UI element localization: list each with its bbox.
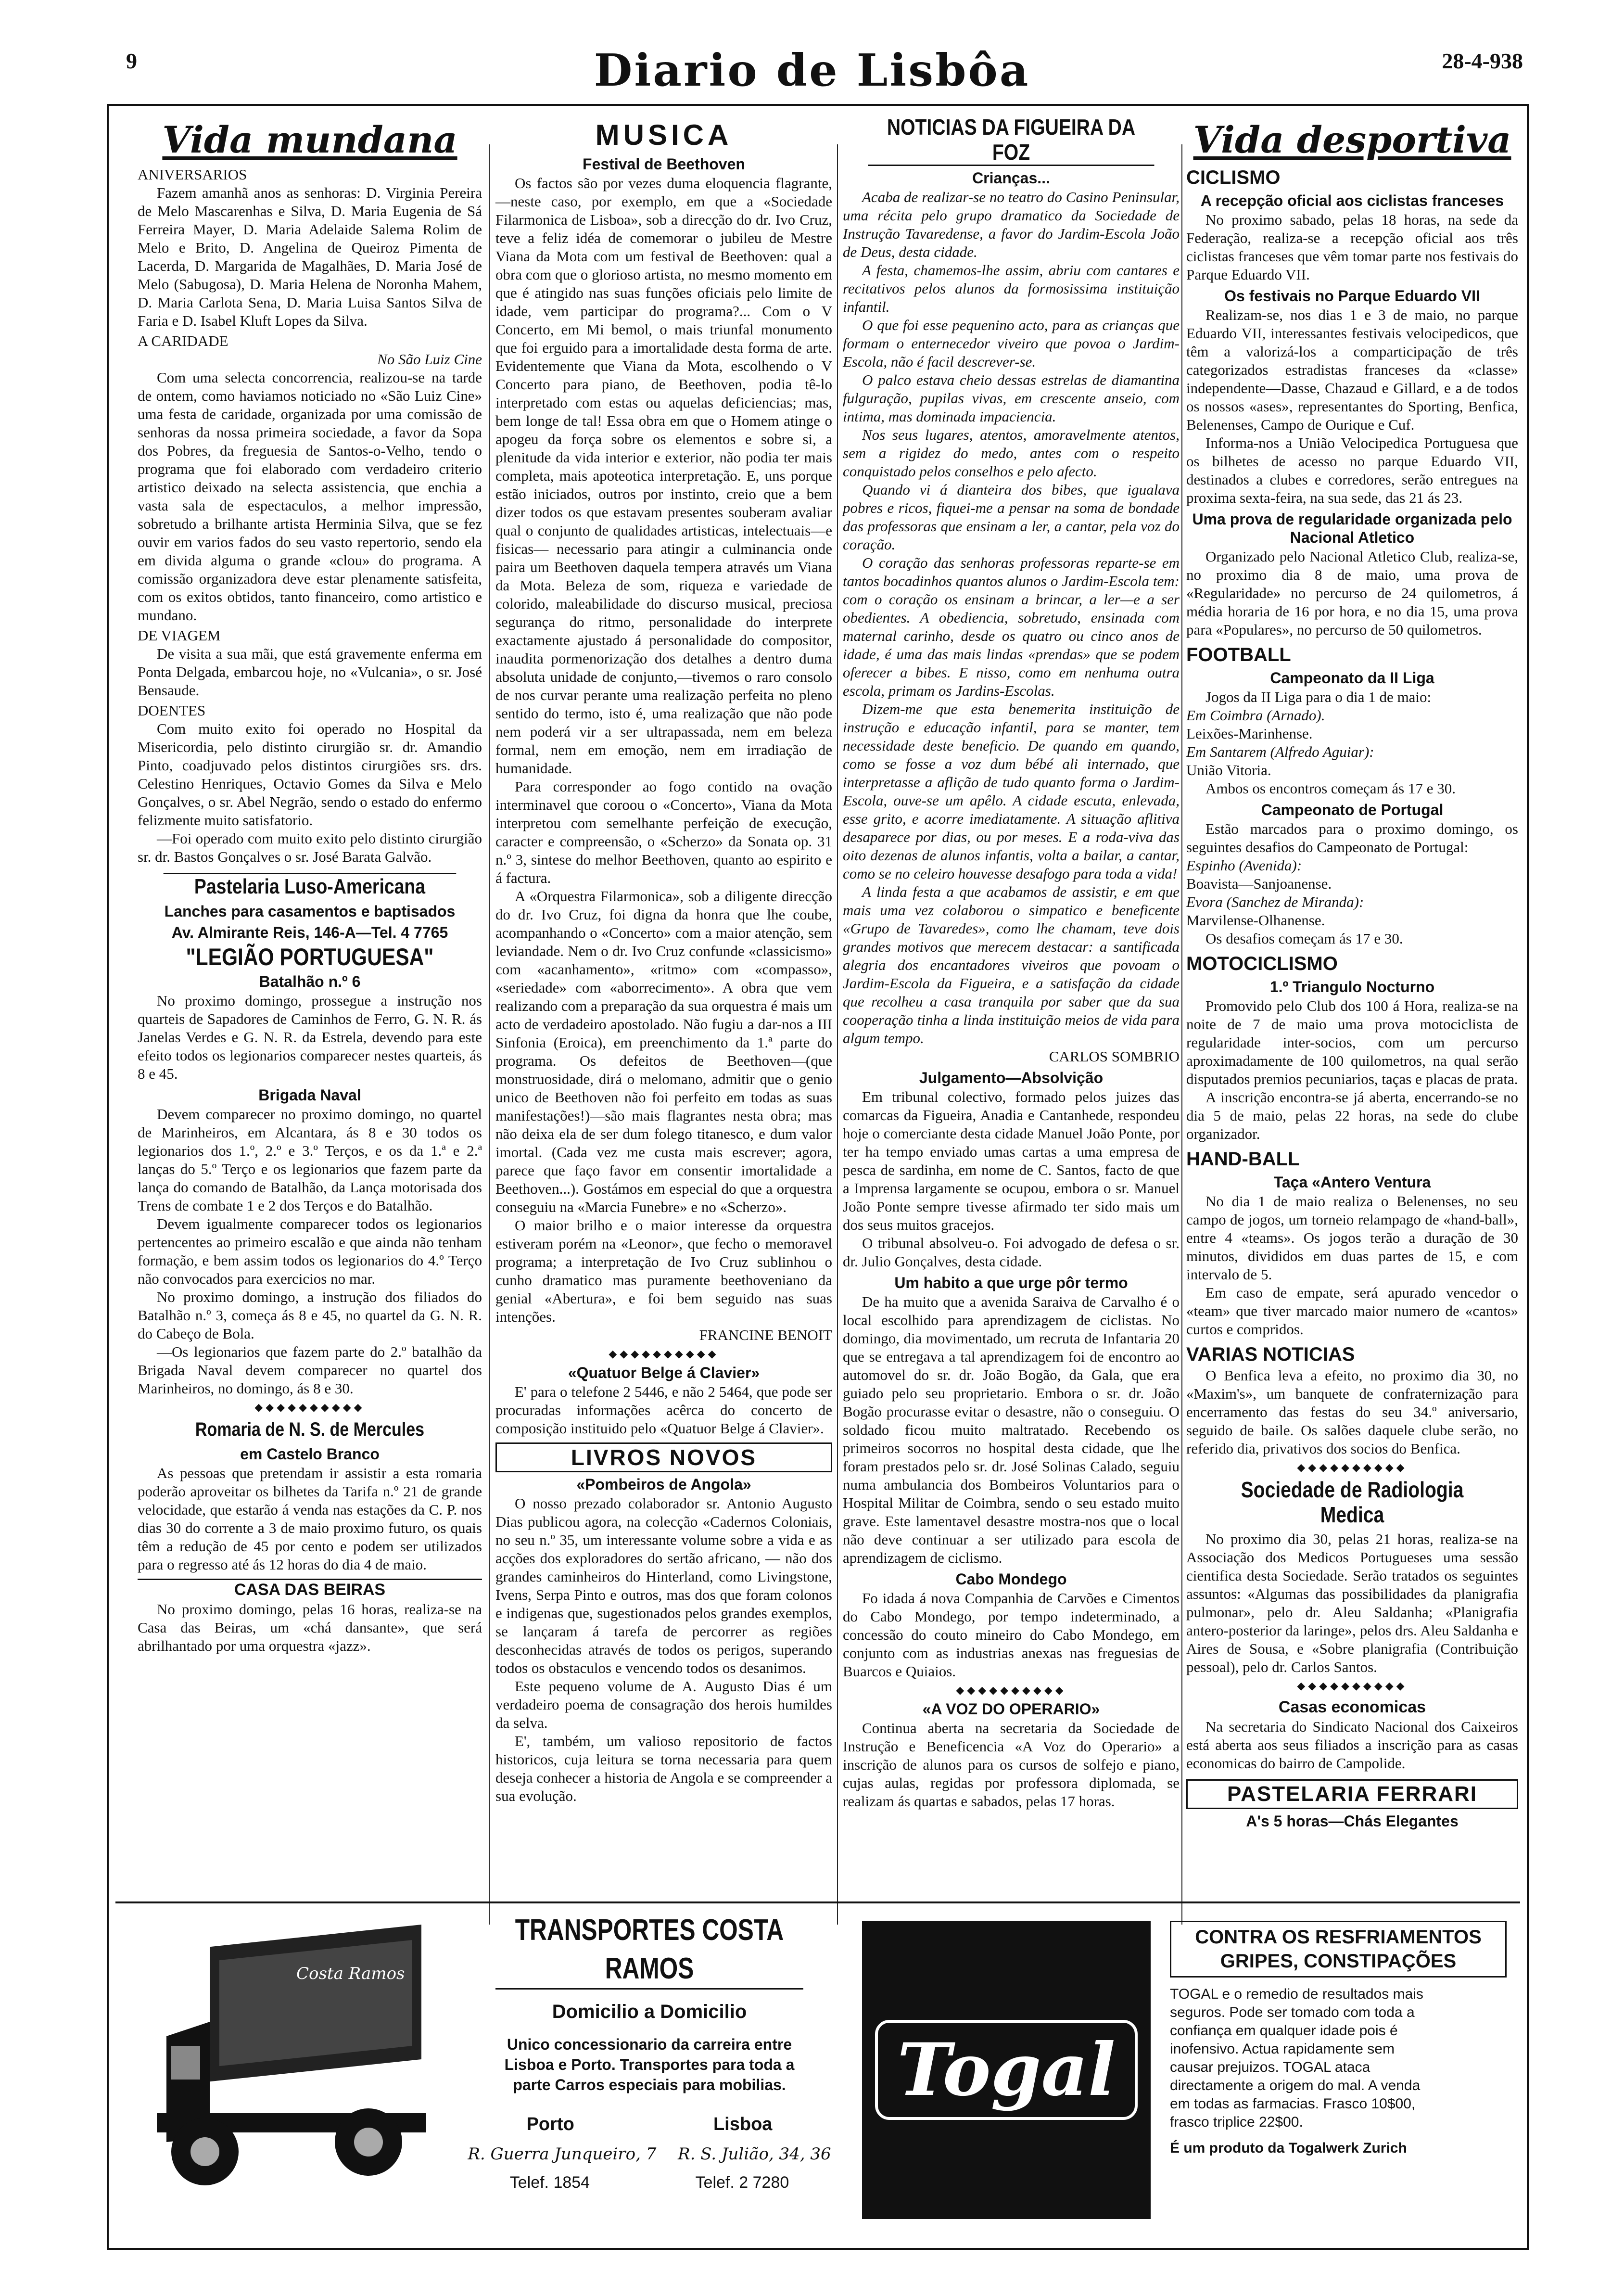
masthead: [0, 0, 1624, 96]
ad-pastelaria-line1: Lanches para casamentos e baptisados: [164, 903, 456, 920]
article-text: No proximo domingo, pelas 16 horas, realiza-se na Casa das Beiras, um «chá dansante», que será abrilhantado por uma orquestra «jazz».: [138, 1601, 482, 1654]
match-venue: Evora (Sanchez de Miranda):: [1186, 893, 1364, 910]
article-text: Quando vi á dianteira dos bibes, que igualava pobres e ricos, fiquei-me a pensar na soma de bondade das professoras que ensinam a ler, a cantar, pela voz do coração.: [843, 481, 1180, 553]
article-text: Organizado pelo Nacional Atletico Club, realiza-se, no proximo dia 8 de maio, uma prova de «Regularidade» no percurso de 24 quilometros, á média horaria de 16 por hora, e no dia 15, uma prova para «Populares», no percurso de 50 quilometros.: [1186, 548, 1518, 638]
caridade-place: No São Luiz Cine: [377, 351, 482, 368]
heading-festivais: Os festivais no Parque Eduardo VII: [1224, 287, 1480, 305]
article-text: De ha muito que a avenida Saraiva de Carvalho é o local escolhido para aprendizagem de ciclistas. No domingo, dia movimentado, um recruta de Infantaria 20 que se entregava a tal aprendizagem foi de encontro ao automovel do sr. dr. João Bogão, da Gala, que era guiado pelo seu proprietario. Embora o sr. dr. João Bogão procurasse evitar o desastre, não o conseguiu. O soldado ficou muito maltratado. Recebendo os primeiros socorros no hospital desta cidade, que lhe foram prestados pelo sr. dr. José Solinas Calado, seguiu numa ambulancia dos Bombeiros Voluntarios para o Hospital Militar de Coimbra, sendo o seu estado muito grave. Este lamentavel desastre mostra-nos que o local não deve continuar a ser utilizado para escola de aprendizagem de ciclismo.: [843, 1293, 1180, 1566]
heading-habito: Um habito a que urge pôr termo: [894, 1274, 1128, 1291]
article-text: Com uma selecta concorrencia, realizou-se na tarde de ontem, como haviamos noticiado no «São Luiz Cine» uma festa de caridade, organizada por uma comissão de senhoras da nossa primeira sociedade, a favor da Sopa dos Pobres, da freguesia de Santos-o-Velho, tendo o programa que foi elaborado com verdadeiro criterio artistico deixado na selecta assistencia, que enchia a vasta sala de espectaculos, a melhor impressão, sobretudo a brilhante artista Herminia Silva, que se fez ouvir em varios fados do seu vasto repertorio, sendo ela em divida alguma o grande «clou» do programa. A comissão organizadora deve estar plenamente satisfeita, com os exitos obtidos, tanto financeiro, como artistico e mundano.: [138, 369, 482, 624]
costa-lisboa-phone: Telef. 2 7280: [695, 2173, 789, 2192]
heading-romaria-sub: em Castelo Branco: [240, 1445, 380, 1463]
heading-festival-beethoven: Festival de Beethoven: [583, 155, 745, 173]
match-venue: Espinho (Avenida):: [1186, 857, 1302, 874]
costa-lisboa-address: R. S. Julião, 34, 36: [677, 2144, 831, 2164]
heading-ciclismo: CICLISMO: [1186, 167, 1281, 188]
article-signature: CARLOS SOMBRIO: [1049, 1048, 1180, 1065]
heading-pombeiros: «Pombeiros de Angola»: [576, 1476, 751, 1493]
heading-campeonato-portugal: Campeonato de Portugal: [1261, 801, 1444, 818]
column-vida-mundana: [138, 112, 482, 1815]
costa-lisboa: Lisboa: [713, 2114, 773, 2134]
heading-criancas: Crianças...: [972, 169, 1050, 187]
ornament-divider: ◆◆◆◆◆◆◆◆◆◆: [956, 1684, 1066, 1696]
article-text: A festa, chamemos-lhe assim, abriu com cantares e recitativos pelos alunos da formosissima instituição infantil.: [843, 262, 1180, 315]
heading-quatuor: «Quatuor Belge á Clavier»: [568, 1364, 760, 1381]
article-text: Devem igualmente comparecer todos os legionarios pertencentes ao primeiro escalão e que ainda não tenham formação, e bem assim todos os legionarios do 4.º Terço não convocados para exercicios no mar.: [138, 1215, 482, 1287]
article-text: —Os legionarios que fazem parte do 2.º batalhão da Brigada Naval devem comparecer no quartel dos Marinheiros, no domingo, ás 8 e 30.: [138, 1343, 482, 1397]
heading-caridade: A CARIDADE: [138, 332, 228, 349]
article-text: De visita a sua mãi, que está gravemente enferma em Ponta Delgada, embarcou hoje, no «Vulcania», o sr. José Bensaude.: [138, 645, 482, 699]
match-venue: Em Santarem (Alfredo Aguiar):: [1186, 743, 1374, 760]
truck-icon: [138, 1911, 455, 2219]
heading-radiologia: Sociedade de Radiologia Medica: [1241, 1477, 1464, 1527]
heading-brigada-naval: Brigada Naval: [258, 1086, 361, 1104]
column-rule: [1181, 144, 1182, 1925]
article-text: A linda festa a que acabamos de assistir, e em que mais uma vez colaborou o simpatico e beneficente «Grupo de Tavaredes», como lhe chamam, teve dois grandes motivos que merecem destacar: a santificada alegria dos encantadores viveiros que povoam o Jardim-Escola da Figueira, e a satisfação da cidade que recolheu a casa tranquila por saber que da sua cooperação tinha a linda instituição meios de vida para algum tempo.: [843, 883, 1180, 1046]
heading-ii-liga: Campeonato da II Liga: [1270, 669, 1434, 687]
article-text: Nos seus lugares, atentos, amoravelmente atentos, sem a rigidez do medo, antes com o respeito conquistado pelos conselhos e pelo afecto.: [843, 426, 1180, 480]
ad-transportes-costa-ramos: [457, 1911, 842, 2248]
article-text: Este pequeno volume de A. Augusto Dias é um verdadeiro poema de consagração dos herois humildes da selva.: [495, 1678, 832, 1731]
article-text: Dizem-me que esta benemerita instituição de instrução e educação infantil, para se manter, tem necessidade deste beneficio. De quando em quando, como se fosse a voz dum bébé ali internado, que interpretasse a aflição de tudo quanto forma o Jardim-Escola, ouve-se um apêlo. A cidade escuta, enlevada, esse grito, e acorre imediatamente. A situação aflitiva desaparece por dias, ou por meses. E a roda-viva das oito dezenas de alunos infantis, volta a bailar, a cantar, como se no celeiro houvesse desafogo para toda a vida!: [843, 701, 1180, 882]
article-text: Na secretaria do Sindicato Nacional dos Caixeiros está aberta aos seus filiados a inscrição para as casas economicas do bairro de Campolide.: [1186, 1718, 1518, 1772]
heading-aniversarios: ANIVERSARIOS: [138, 166, 247, 183]
ornament-divider: ◆◆◆◆◆◆◆◆◆◆: [1297, 1680, 1408, 1692]
ornament-divider: ◆◆◆◆◆◆◆◆◆◆: [609, 1348, 719, 1360]
article-text: A inscrição encontra-se já aberta, encerrando-se no dia 5 de maio, pelas 22 horas, na sede do clube organizador.: [1186, 1089, 1518, 1142]
article-text: —Foi operado com muito exito pelo distinto cirurgião sr. dr. Bastos Gonçalves o sr. José Barata Galvão.: [138, 830, 482, 865]
article-text: Os desafios começam ás 17 e 30.: [1205, 930, 1403, 947]
section-title-livros-novos: LIVROS NOVOS: [495, 1442, 832, 1472]
column-vida-desportiva: [1186, 112, 1518, 1830]
section-title-figueira: NOTICIAS DA FIGUEIRA DA FOZ: [868, 115, 1155, 166]
article-text: Devem comparecer no proximo domingo, no quartel de Marinheiros, em Alcantara, ás 8 e 30 todos os legionarios dos 1.º, 2.º e 3.º Terços, e os da 1.ª e 2.ª lanças do 5.º Terço e os legionarios que fazem parte da lança do comando de Batalhão, da Lança motorisada dos Trens de combate 1 e 2 dos Terços e do Batalhão.: [138, 1106, 482, 1214]
heading-legiao-portuguesa: "LEGIÃO PORTUGUESA": [186, 944, 434, 970]
article-text: No proximo dia 30, pelas 21 horas, realiza-se na Associação dos Medicos Portugueses uma sessão cientifica desta Sociedade. Serão tratados os seguintes assuntos: «Algumas das possibilidades da planigrafia pulmonar», pelo dr. Aleu Saldanha; «Planigrafia antero-posterior da laringe», pelos drs. Aleu Saldanha e Aires de Sousa, e «Sobre planigrafia (Contribuição pessoal), pelo dr. Carlos Santos.: [1186, 1531, 1518, 1675]
togal-footer: É um produto da Togalwerk Zurich: [1170, 2140, 1407, 2156]
heading-romaria: Romaria de N. S. de Mercules: [195, 1419, 425, 1440]
match-teams: Leixões-Marinhense.: [1186, 725, 1313, 742]
match-teams: União Vitoria.: [1186, 762, 1271, 778]
column-figueira: [843, 112, 1180, 1815]
article-text: Realizam-se, nos dias 1 e 3 de maio, no parque Eduardo VII, interessantes festivais velocipedicos, que têm a valorizá-los a comparticipação de três categorizados estradistas franceses da «classe» independente—Dasse, Chazaud e Gillard, e a de todos os nossos «ases», representantes do Sporting, Benfica, Belenenses, Campo de Ourique e Cuf.: [1186, 306, 1518, 433]
article-text: No proximo domingo, prossegue a instrução nos quarteis de Sapadores de Caminhos de Ferro, G. N. R. ás Janelas Verdes e G. N. R. da Estrela, devendo para este efeito todos os legionarios comparecer nestes quarteis, ás 8 e 45.: [138, 992, 482, 1082]
ad-togal: [843, 1911, 1526, 2248]
column-rule: [837, 144, 838, 1925]
ad-pastelaria-luso-americana: Pastelaria Luso-Americana: [164, 873, 457, 899]
article-text: O maior brilho e o maior interesse da orquestra estiveram porém na «Leonor», que fecho o memoravel programa; a interpretação de Ivo Cruz sublinhou o cunho dramatico mas puramente beethoveniano da genial «Abertura», e foi bem seguido nas suas intenções.: [495, 1217, 832, 1325]
heading-motociclismo: MOTOCICLISMO: [1186, 953, 1338, 974]
heading-football: FOOTBALL: [1186, 644, 1291, 665]
article-text: Com muito exito foi operado no Hospital da Misericordia, pelo distinto cirurgião sr. dr. Amandio Pinto, coadjuvado pelos distintos cirurgiões srs. drs. Celestino Henriques, Octavio Gomes da Silva e Melo Gonçalves, o sr. Abel Negrão, sendo o estado do enfermo felizmente muito satisfatorio.: [138, 720, 482, 829]
article-text: E', também, um valioso repositorio de factos historicos, cuja leitura se torna necessaria para quem deseja conhecer a historia de Angola e se compreender a sua evolução.: [495, 1733, 832, 1804]
togal-logo-box: [862, 1921, 1151, 2219]
ads-divider: [115, 1901, 1520, 1903]
article-text: Acaba de realizar-se no teatro do Casino Peninsular, uma récita pelo grupo dramatico da Sociedade de Instrução Tavaredense, a favor do Jardim-Escola João de Deus, desta cidade.: [843, 189, 1180, 260]
article-text: O coração das senhoras professoras reparte-se em tantos bocadinhos quantos alunos o Jardim-Escola tem: com o coração os ensinam a brincar, a ler—e a ser obedientes. A obediencia, sobretudo, ensinada com maternal carinho, desde os quatro ou cinco anos de idade, é uma das mais lindas «prendas» que se podem oferecer a bibes. E nisso, como em nenhuma outra escola, primam os Jardins-Escolas.: [843, 554, 1180, 699]
article-text: Os factos são por vezes duma eloquencia flagrante,—neste caso, por exemplo, em que a «Sociedade Filarmonica de Lisboa», sob a direcção do dr. Ivo Cruz, teve a feliz idéa de comemorar o jubileu de Mestre Viana da Mota com um festival de Beethoven: qual a obra com que o glorioso artista, no mesmo momento em que é atingido nas suas funções oficiais pelo limite de idade, vem participar do programa?... Com o V Concerto, em Mi bemol, o mais triunfal monumento que foi erguido para a imortalidade desta forma de arte. Evidentemente que Viana da Mota, escolhendo o V Concerto para piano, de Beethoven, podia tê-lo interpretado com estas ou aquelas deficiencias; mas, bem longe de tal! Essa obra em que o Homem atinge o apogeu da força sobre os elementos e sobre si, a plenitude da vida interior e exterior, não podia ter mais completa, mais apoteotica interpretação. E, uns porque estão iniciados, outros por instinto, creio que a bem dizer todos os que estavam presentes souberam avaliar qual o conjunto de qualidades artisticas, intelectuais—e fisicas— necessario para atingir a culminancia onde paira um Beethoven daquela tempera através um Viana da Mota. Beleza de som, riqueza e variedade de colorido, maleabilidade do discurso musical, preciosa segurança do ritmo, personalidade do interprete exactamente ajustado á personalidade do compositor, inaudita pormenorização dos detalhes a dentro duma absoluta unidade de conjunto,—tivemos o raro consolo de nos curvar perante uma realização perfeita no pleno sentido do termo, isto é, uma realização que não pode nem poderá vir a ser ultrapassada, nem em beleza formal, nem em emoção, nem em irradiação de humanidade.: [495, 175, 832, 777]
heading-voz-operario: «A VOZ DO OPERARIO»: [922, 1700, 1100, 1718]
article-text: Promovido pelo Club dos 100 á Hora, realiza-se na noite de 7 de maio uma prova motociclista de regularidade inter-socios, com um percurso aproximadamente de 100 quilometros, na qual serão disputados premios pecuniarios, taças e placas de prata.: [1186, 997, 1518, 1087]
costa-porto: Porto: [526, 2114, 574, 2134]
section-title-musica: MUSICA: [595, 119, 733, 151]
costa-title: TRANSPORTES COSTA RAMOS: [495, 1911, 803, 1990]
truck-label: Costa Ramos: [296, 1964, 405, 1983]
article-text: Ambos os encontros começam ás 17 e 30.: [1205, 780, 1456, 797]
article-text: No proximo sabado, pelas 18 horas, na sede da Federação, realiza-se a recepção oficial aos três ciclistas franceses que vêm tomar parte nos festivais do Parque Eduardo VII.: [1186, 211, 1518, 283]
heading-casa-das-beiras: CASA DAS BEIRAS: [138, 1579, 482, 1599]
heading-casas-economicas: Casas economicas: [1278, 1698, 1426, 1716]
costa-description: Unico concessionario da carreira entre Lisboa e Porto. Transportes para toda a parte Carros especiais para mobilias.: [504, 2036, 795, 2093]
costa-porto-address: R. Guerra Junqueiro, 7: [468, 2144, 657, 2164]
article-text: No proximo domingo, a instrução dos filiados do Batalhão n.º 3, começa ás 8 e 45, no quartel da G. N. R. do Cabeço de Bola.: [138, 1289, 482, 1342]
newspaper-title: Diario de Lisbôa: [594, 44, 1030, 96]
article-text: O nosso prezado colaborador sr. Antonio Augusto Dias publicou agora, na colecção «Cadernos Coloniais, no seu n.º 35, um interessante volume sobre a vida e as acções dos exploradores do sertão africano, — não dos grandes caminheiros do Hinterland, como Livingstone, Ivens, Serpa Pinto e outros, mas dos que foram colonos e indigenas que, sugestionados pelos grandes exemplos, se lançaram á tarefa de percorrer as regiões desconhecidas através de todos os perigos, superando todos os obstaculos e vencendo todos os desanimos.: [495, 1495, 832, 1676]
togal-description: TOGAL e o remedio de resultados mais seguros. Pode ser tomado com toda a confiança em qualquer idade pois é inofensivo. Actua rapidamente sem causar prejuizos. TOGAL ataca directamente a origem do mal. A venda em todas as farmacias. Frasco 10$00, frasco triplice 22$00.: [1170, 1986, 1423, 2130]
column-musica: [495, 112, 832, 1815]
ad-ferrari-sub: A's 5 horas—Chás Elegantes: [1246, 1812, 1459, 1830]
article-text: Fazem amanhã anos as senhoras: D. Virginia Pereira de Melo Mascarenhas e Silva, D. Maria Eugenia de Sá Ferreira Mayer, D. Maria Adelaide Salema Rolim de Melo e Brito, D. Angelina de Queiroz Pimenta de Lacerda, D. Margarida de Magalhães, D. Maria José de Melo (Sabugosa), D. Maria Helena de Noronha Mahem, D. Maria Carlota Sena, D. Maria Luisa Santos Silva de Faria e D. Isabel Kluft Lopes da Silva.: [138, 184, 482, 329]
togal-logo: Togal: [875, 2020, 1138, 2120]
heading-taca-antero: Taça «Antero Ventura: [1273, 1174, 1431, 1191]
heading-prova-regularidade: Uma prova de regularidade organizada pelo Nacional Atletico: [1192, 510, 1512, 546]
article-text: O Benfica leva a efeito, no proximo dia 30, no «Maxim's», um banquete de confraternização para encerramento das festas do seu 34.º aniversario, seguido de baile. Os salões daquele clube serão, no referido dia, privativos dos socios do Benfica.: [1186, 1367, 1518, 1457]
match-venue: Em Coimbra (Arnado).: [1186, 707, 1325, 724]
heading-viagem: DE VIAGEM: [138, 627, 221, 644]
costa-subtitle: Domicilio a Domicilio: [552, 2001, 747, 2022]
issue-date: 28-4-938: [1442, 49, 1523, 73]
ad-truck-illustration: [138, 1911, 455, 2248]
ornament-divider: ◆◆◆◆◆◆◆◆◆◆: [254, 1401, 365, 1413]
article-text: Para corresponder ao fogo contido na ovação interminavel que coroou o «Concerto», Viana da Mota interpretou com semelhante perfeição de execução, caracter e compreensão, o «Scherzo» da Sonata op. 31 n.º 3, sintese do melhor Beethoven, quanto ao espirito e á factura.: [495, 778, 832, 886]
heading-varias-noticias: VARIAS NOTICIAS: [1186, 1344, 1355, 1365]
heading-triangulo: 1.º Triangulo Nocturno: [1269, 978, 1435, 995]
article-text: Fo idada á nova Companhia de Carvões e Cimentos do Cabo Mondego, por tempo indeterminado, a concessão do couto mineiro do Cabo Mondego, em conjunto com as industrias anexas nas freguesias de Buarcos e Quiaios.: [843, 1590, 1180, 1680]
article-text: O palco estava cheio dessas estrelas de diamantina fulguração, pupilas vivas, em crescente anseio, com intima, mas dominada impaciencia.: [843, 371, 1180, 425]
match-teams: Boavista—Sanjoanense.: [1186, 875, 1332, 892]
ad-pastelaria-line2: Av. Almirante Reis, 146-A—Tel. 4 7765: [171, 924, 448, 941]
heading-batalhao: Batalhão n.º 6: [259, 973, 361, 990]
section-title-vida-desportiva: Vida desportiva: [1193, 118, 1511, 161]
article-text: O que foi esse pequenino acto, para as crianças que formam o enternecedor viveiro que povoa o Jardim-Escola, não é facil descrever-se.: [843, 317, 1180, 370]
ornament-divider: ◆◆◆◆◆◆◆◆◆◆: [1297, 1461, 1408, 1473]
section-title-vida-mundana: Vida mundana: [162, 118, 457, 161]
costa-porto-phone: Telef. 1854: [509, 2173, 590, 2192]
article-text: Jogos da II Liga para o dia 1 de maio:: [1205, 689, 1432, 705]
heading-julgamento: Julgamento—Absolvição: [919, 1069, 1104, 1086]
ad-pastelaria-ferrari: PASTELARIA FERRARI: [1186, 1779, 1518, 1809]
page-number: 9: [126, 49, 137, 73]
heading-hand-ball: HAND-BALL: [1186, 1148, 1300, 1170]
togal-headline: CONTRA OS RESFRIAMENTOS GRIPES, CONSTIPAÇÕES: [1170, 1921, 1507, 1978]
article-text: As pessoas que pretendam ir assistir a esta romaria poderão aproveitar os bilhetes da Tarifa n.º 21 de grande velocidade, que estarão á venda nas estações da C. P. nos dias 30 do corrente a 3 de maio proximo futuro, os quais têm a redução de 45 por cento e podem ser utilizados para o regresso até ás 12 horas do dia 4 de maio.: [138, 1465, 482, 1573]
article-text: Em caso de empate, será apurado vencedor o «team» que tiver marcado maior numero de «cantos» curtos e compridos.: [1186, 1284, 1518, 1338]
article-text: Informa-nos a União Velocipedica Portuguesa que os bilhetes de acesso no parque Eduardo VII, destinados a clubes e corredores, serão entregues na proxima sexta-feira, na sua sede, das 21 ás 23.: [1186, 434, 1518, 506]
article-text: O tribunal absolveu-o. Foi advogado de defesa o sr. dr. Julio Gonçalves, desta cidade.: [843, 1235, 1180, 1270]
heading-doentes: DOENTES: [138, 702, 206, 719]
article-text: Continua aberta na secretaria da Sociedade de Instrução e Beneficencia «A Voz do Operario» a inscrição de alunos para os cursos de solfejo e piano, cujas aulas, regidas por professora diplomada, se realizam ás quartas e sabados, pelas 17 horas.: [843, 1720, 1180, 1810]
column-rule: [489, 144, 490, 1925]
article-text: Em tribunal colectivo, formado pelos juizes das comarcas da Figueira, Anadia e Cantanhede, respondeu hoje o comerciante desta cidade Manuel João Ponte, por ter ha tempo enviado umas cartas a uma empresa de pesca de sardinha, em nome de C. Santos, facto de que a Imprensa largamente se ocupou, embora o sr. Manuel João Ponte sempre tivesse afirmado ter sido mais um dos seus muitos gracejos.: [843, 1088, 1180, 1233]
article-text: E' para o telefone 2 5446, e não 2 5464, que pode ser procuradas informações acêrca do concerto de composição instituido pelo «Quatuor Belge á Clavier».: [495, 1383, 832, 1437]
heading-cabo-mondego: Cabo Mondego: [955, 1570, 1067, 1588]
heading-recepcao: A recepção oficial aos ciclistas franceses: [1200, 192, 1504, 209]
article-text: A «Orquestra Filarmonica», sob a diligente direcção do dr. Ivo Cruz, foi digna da honra que lhe coube, acompanhando o «Concerto» com a maior atenção, sem leviandade. Nem o dr. Ivo Cruz confunde «classicismo» com «acanhamento», «ritmo» com «compasso», «seriedade» com «aborrecimento». A obra que vem realizando com a preparação da sua orquestra é mais um acto de verdadeiro apostolado. Não fugiu a dar-nos a III Sinfonia (Eroica), em preenchimento da 1.ª parte do programa. Os defeitos de Beethoven—(que monstruosidade, dirá o melomano, admitir que o genio unico de Beethoven não foi perfeito em todas as suas manifestações!)—são mais flagrantes nesta obra; mas não deixa ela de ser dum folego titanesco, e dum valor imortal. (Cada vez me custa mais escrever; agora, parece que faço favor em consentir imortalidade a Beethoven...). Gostámos em especial do que a orquestra conseguiu na «Marcia Funebre» e no «Scherzo».: [495, 888, 832, 1215]
article-signature: FRANCINE BENOIT: [699, 1327, 832, 1343]
article-text: Estão marcados para o proximo domingo, os seguintes desafios do Campeonato de Portugal:: [1186, 820, 1518, 855]
match-teams: Marvilense-Olhanense.: [1186, 912, 1325, 929]
article-text: No dia 1 de maio realiza o Belenenses, no seu campo de jogos, um torneio relampago de «hand-ball», entre 4 «teams». Os jogos terão a duração de 30 minutos, divididos em duas partes de 15, e com intervalo de 5.: [1186, 1193, 1518, 1283]
